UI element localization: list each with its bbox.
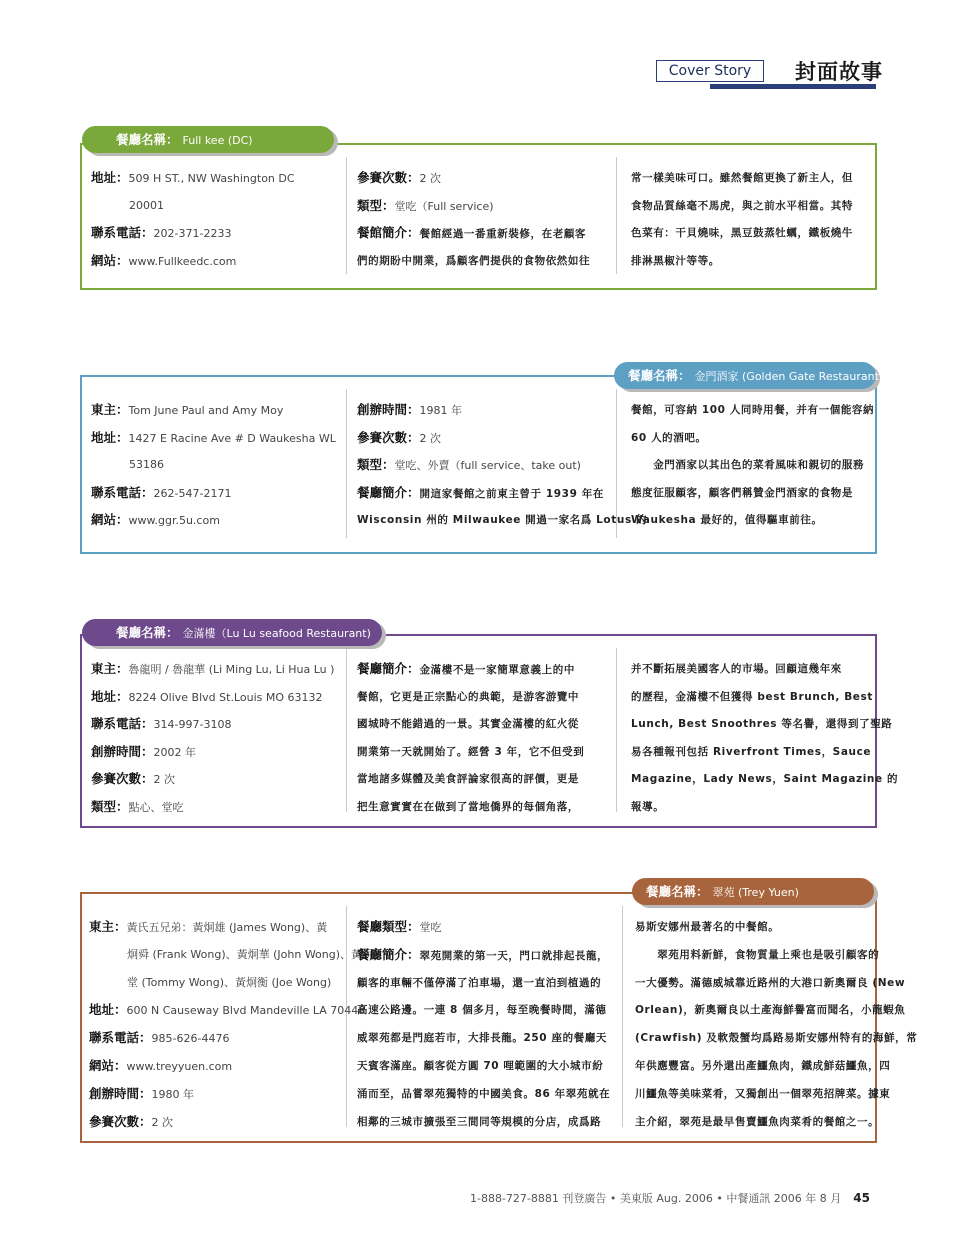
- info-line: [91, 403, 283, 418]
- field-label: 參賽次數：: [89, 1113, 152, 1129]
- field-label: 東主：: [91, 402, 129, 417]
- field-value: 開這家餐館之前東主曾于 1939 年在: [419, 487, 604, 500]
- field-value: Tom June Paul and Amy Moy: [128, 404, 284, 417]
- field-value: 1981 年: [419, 404, 463, 417]
- field-label: 網站：: [91, 512, 129, 527]
- column-divider: [346, 648, 347, 812]
- field-value: 黃氏五兄弟：黃炯雄 (James Wong)、黃: [126, 921, 328, 934]
- column-divider: [616, 648, 617, 812]
- field-label: 地址：: [89, 1002, 127, 1018]
- section-title: 封面故事: [795, 60, 883, 84]
- info-line: [357, 920, 442, 935]
- field-value: 202-371-2233: [153, 227, 232, 240]
- field-value: 餐館經過一番重新裝修，在老顧客: [419, 228, 587, 240]
- field-value: 魯龍明 / 魯龍華 (Li Ming Lu, Li Hua Lu ): [128, 663, 335, 676]
- field-value: 點心、堂吃: [128, 800, 184, 814]
- field-value: 53186: [129, 458, 164, 471]
- info-line: [357, 1087, 610, 1101]
- field-label: 參賽次數：: [357, 170, 420, 185]
- info-line: [357, 690, 579, 704]
- restaurant-panel-treyyuen: [80, 892, 918, 1143]
- info-line: [91, 431, 336, 446]
- field-value: 開業第一天就開始了。經營 3 年，它不但受到: [357, 745, 585, 758]
- info-line: [91, 226, 231, 241]
- info-line: [357, 745, 584, 759]
- field-value: 509 H ST., NW Washington DC: [128, 172, 295, 185]
- footer-text: 1-888-727-8881 刊登廣告 • 美東版 Aug. 2006 • 中餐通訊 2006 年 8 月: [470, 1192, 842, 1205]
- description-line: 易斯安娜州最著名的中餐館。: [635, 921, 780, 933]
- column-divider: [622, 906, 623, 1127]
- restaurant-panel-fullkee: [80, 143, 877, 290]
- field-value: 600 N Causeway Blvd Mandeville LA 70448: [126, 1004, 366, 1018]
- field-value: 把生意實實在在做到了當地僑界的每個角落，: [357, 800, 579, 813]
- description-line: (Crawfish) 及軟殼蟹均爲路易斯安娜州特有的海鮮，常: [635, 1032, 918, 1045]
- restaurant-name-tab: [632, 878, 874, 905]
- info-line: [357, 1115, 601, 1129]
- field-label: 聯系電話：: [91, 484, 154, 500]
- info-line: [91, 745, 196, 760]
- column-divider: [346, 389, 347, 538]
- restaurant-panel-goldengate: [80, 375, 877, 554]
- tab-label: 餐廳名稱：: [646, 884, 709, 899]
- info-line: [91, 458, 164, 472]
- info-line: [89, 1115, 173, 1130]
- info-line: [91, 717, 231, 732]
- field-label: 類型：: [91, 798, 129, 814]
- field-value: www.Fullkeedc.com: [128, 254, 237, 268]
- field-value: 國城時不能錯過的一景。其實金滿樓的紅火從: [357, 718, 579, 730]
- field-label: 聯系電話：: [91, 225, 154, 240]
- field-value: 翠苑開業的第一天，門口就排起長龍，: [419, 949, 609, 962]
- field-value: 20001: [129, 198, 164, 212]
- info-line: [91, 199, 164, 213]
- description-line: 色菜有：干貝燒味，黑豆鼓蒸牡蠣，鐵板燒牛: [631, 227, 853, 239]
- info-line: [91, 513, 220, 528]
- field-label: 地址：: [91, 429, 129, 445]
- info-line: [357, 772, 579, 786]
- restaurant-name: 翠苑 (Trey Yuen): [712, 886, 799, 899]
- info-line: [357, 1003, 607, 1017]
- field-label: 地址：: [91, 688, 129, 704]
- field-value: 2 次: [153, 773, 176, 786]
- field-value: 堂吃、外賣（full service、take out): [394, 459, 581, 472]
- info-line: [357, 976, 601, 990]
- tab-label: 餐廳名稱：: [116, 132, 179, 147]
- info-line: [89, 1031, 229, 1046]
- field-value: 涌而至，品嘗翠苑獨特的中國美食。86 年翠苑就在: [357, 1087, 611, 1100]
- field-label: 網站：: [91, 252, 129, 268]
- field-label: 地址：: [91, 170, 129, 185]
- info-line: [357, 403, 462, 418]
- field-value: 1427 E Racine Ave # D Waukesha WL: [128, 431, 336, 445]
- description-line: 60 人的酒吧。: [631, 431, 707, 444]
- field-value: 餐館，它更是正宗點心的典範，是游客游覽中: [357, 690, 579, 703]
- description-line: 的歷程，金滿樓不但獲得 best Brunch, Best: [631, 690, 873, 703]
- field-value: Wisconsin 州的 Milwaukee 開過一家名爲 Lotus 的: [357, 514, 648, 526]
- field-label: 餐廳類型：: [357, 919, 420, 934]
- field-label: 餐廳簡介：: [357, 946, 420, 962]
- info-line: [91, 690, 323, 705]
- field-value: 天賓客滿座。顧客從方圓 70 哩範圍的大小城市紛: [357, 1060, 604, 1072]
- info-line: [89, 976, 331, 990]
- info-line: [91, 486, 231, 501]
- field-value: www.ggr.5u.com: [128, 514, 220, 527]
- description-line: 川鱷魚等美味菜肴，又獨創出一個翠苑招牌菜。據東: [635, 1087, 891, 1100]
- tab-label: 餐廳名稱：: [116, 625, 179, 640]
- field-value: 堂吃: [419, 921, 442, 934]
- field-value: 2 次: [419, 431, 442, 445]
- field-label: 餐廳簡介：: [357, 484, 420, 500]
- info-line: [91, 171, 295, 186]
- description-line: 易各種報刊包括 Riverfront Times，Sauce: [631, 745, 872, 758]
- info-line: [357, 948, 608, 963]
- field-value: 8224 Olive Blvd St.Louis MO 63132: [128, 690, 323, 704]
- description-line: Waukesha 最好的，值得驅車前往。: [631, 514, 823, 526]
- field-value: 威翠苑都是門庭若市，大排長龍。250 座的餐廳天: [357, 1032, 607, 1045]
- restaurant-name-tab: [82, 126, 334, 153]
- info-line: [357, 717, 579, 731]
- description-line: 主介紹，翠苑是最早售賣鱷魚肉菜肴的餐館之一。: [635, 1115, 880, 1128]
- description-line: 排淋黑椒汁等等。: [631, 254, 720, 267]
- column-divider: [346, 157, 347, 274]
- field-label: 餐廳簡介：: [357, 661, 420, 676]
- restaurant-name: 金門酒家 (Golden Gate Restaurant): [694, 370, 884, 383]
- field-label: 聯系電話：: [91, 716, 154, 731]
- field-label: 創辦時間：: [91, 743, 154, 759]
- description-line: 翠苑用料新鮮，食物質量上乘也是吸引顧客的: [635, 948, 880, 961]
- restaurant-name: Full kee (DC): [182, 134, 253, 147]
- field-value: 當地諸多媒體及美食評論家很高的評價，更是: [357, 773, 579, 785]
- field-value: 相鄰的三城市擴張至三間同等規模的分店，成爲路: [357, 1115, 602, 1128]
- description-line: Orlean)，新奧爾良以土產海鮮譽富而聞名，小龍蝦魚: [635, 1004, 906, 1017]
- cover-story-label: Cover Story: [656, 60, 764, 82]
- info-line: [357, 254, 590, 268]
- description-line: 年供應豐富。另外還出產鱷魚肉，鐵成鮮菇鱷魚，四: [635, 1060, 891, 1072]
- info-line: [357, 226, 586, 241]
- restaurant-name-tab: [82, 619, 382, 646]
- info-line: [357, 513, 647, 527]
- info-line: [357, 199, 494, 214]
- info-line: [357, 486, 604, 501]
- info-line: [357, 458, 581, 473]
- description-line: 金門酒家以其出色的菜肴風味和親切的服務: [631, 459, 865, 471]
- info-line: [357, 1031, 607, 1045]
- restaurant-name: 金滿樓（Lu Lu seafood Restaurant): [182, 627, 371, 640]
- info-line: [357, 1059, 603, 1073]
- info-line: [91, 254, 236, 269]
- restaurant-panel-lulu: [80, 634, 899, 828]
- field-value: 985-626-4476: [151, 1032, 230, 1046]
- field-label: 聯系電話：: [89, 1030, 152, 1046]
- field-value: www.treyyuen.com: [126, 1060, 233, 1073]
- field-value: 堂 (Tommy Wong)、黃炯衡 (Joe Wong): [127, 975, 332, 989]
- field-value: 314-997-3108: [153, 718, 232, 731]
- field-value: 炯舜 (Frank Wong)、黃炯華 (John Wong)、黃炯: [127, 947, 374, 961]
- field-value: 們的期盼中開業，爲顧客們提供的食物依然如往: [357, 254, 591, 267]
- field-label: 網站：: [89, 1058, 127, 1073]
- description-line: 餐館，可容納 100 人同時用餐，并有一個能容納: [631, 404, 875, 416]
- info-line: [91, 662, 334, 677]
- field-value: 堂吃（Full service): [394, 199, 494, 213]
- info-line: [89, 1059, 232, 1074]
- field-value: 2 次: [151, 1115, 174, 1129]
- info-line: [357, 431, 441, 446]
- info-line: [357, 800, 579, 814]
- info-line: [89, 948, 373, 962]
- info-line: [91, 800, 184, 815]
- info-line: [357, 662, 575, 677]
- field-value: 262-547-2171: [153, 486, 232, 500]
- info-line: [89, 1087, 194, 1102]
- field-value: 顧客的車輛不僅停滿了泊車場，還一直泊到植過的: [357, 976, 602, 989]
- field-value: 2 次: [419, 172, 442, 185]
- description-line: Magazine，Lady News，Saint Magazine 的: [631, 773, 899, 785]
- description-line: 報導。: [631, 800, 665, 813]
- info-line: [89, 1003, 365, 1018]
- field-label: 參賽次數：: [357, 429, 420, 445]
- column-divider: [616, 157, 617, 274]
- page-number: 45: [853, 1191, 870, 1205]
- field-label: 東主：: [91, 661, 129, 676]
- field-label: 東主：: [89, 919, 127, 934]
- info-line: [89, 920, 327, 935]
- description-line: 態度征服顧客，顧客們稱贊金門酒家的食物是: [631, 486, 853, 499]
- description-line: 食物品質絲毫不馬虎，與之前水平相當。其特: [631, 199, 853, 212]
- restaurant-name-tab: [614, 362, 884, 389]
- description-line: Lunch, Best Snoothres 等名譽，還得到了聖路: [631, 718, 893, 730]
- field-label: 餐館簡介：: [357, 225, 420, 240]
- field-value: 1980 年: [151, 1087, 195, 1101]
- header-rule: [710, 84, 876, 89]
- field-label: 參賽次數：: [91, 771, 154, 786]
- field-label: 類型：: [357, 197, 395, 213]
- page-footer: [470, 1190, 870, 1206]
- info-line: [91, 772, 175, 787]
- field-value: 高速公路邊。一連 8 個多月，每至晚餐時間，滿德: [357, 1004, 607, 1017]
- description-line: 常一樣美味可口。雖然餐館更換了新主人，但: [631, 172, 853, 184]
- field-label: 類型：: [357, 457, 395, 472]
- description-line: 并不斷拓展美國客人的市場。回顧這幾年來: [631, 663, 842, 675]
- field-label: 創辦時間：: [89, 1085, 152, 1101]
- field-value: 2002 年: [153, 745, 197, 759]
- field-label: 創辦時間：: [357, 402, 420, 417]
- description-line: 一大優勢。滿德威城靠近路州的大港口新奧爾良 (New: [635, 976, 906, 989]
- info-line: [357, 171, 441, 186]
- field-value: 金滿樓不是一家簡單意義上的中: [419, 664, 575, 676]
- tab-label: 餐廳名稱：: [628, 368, 691, 383]
